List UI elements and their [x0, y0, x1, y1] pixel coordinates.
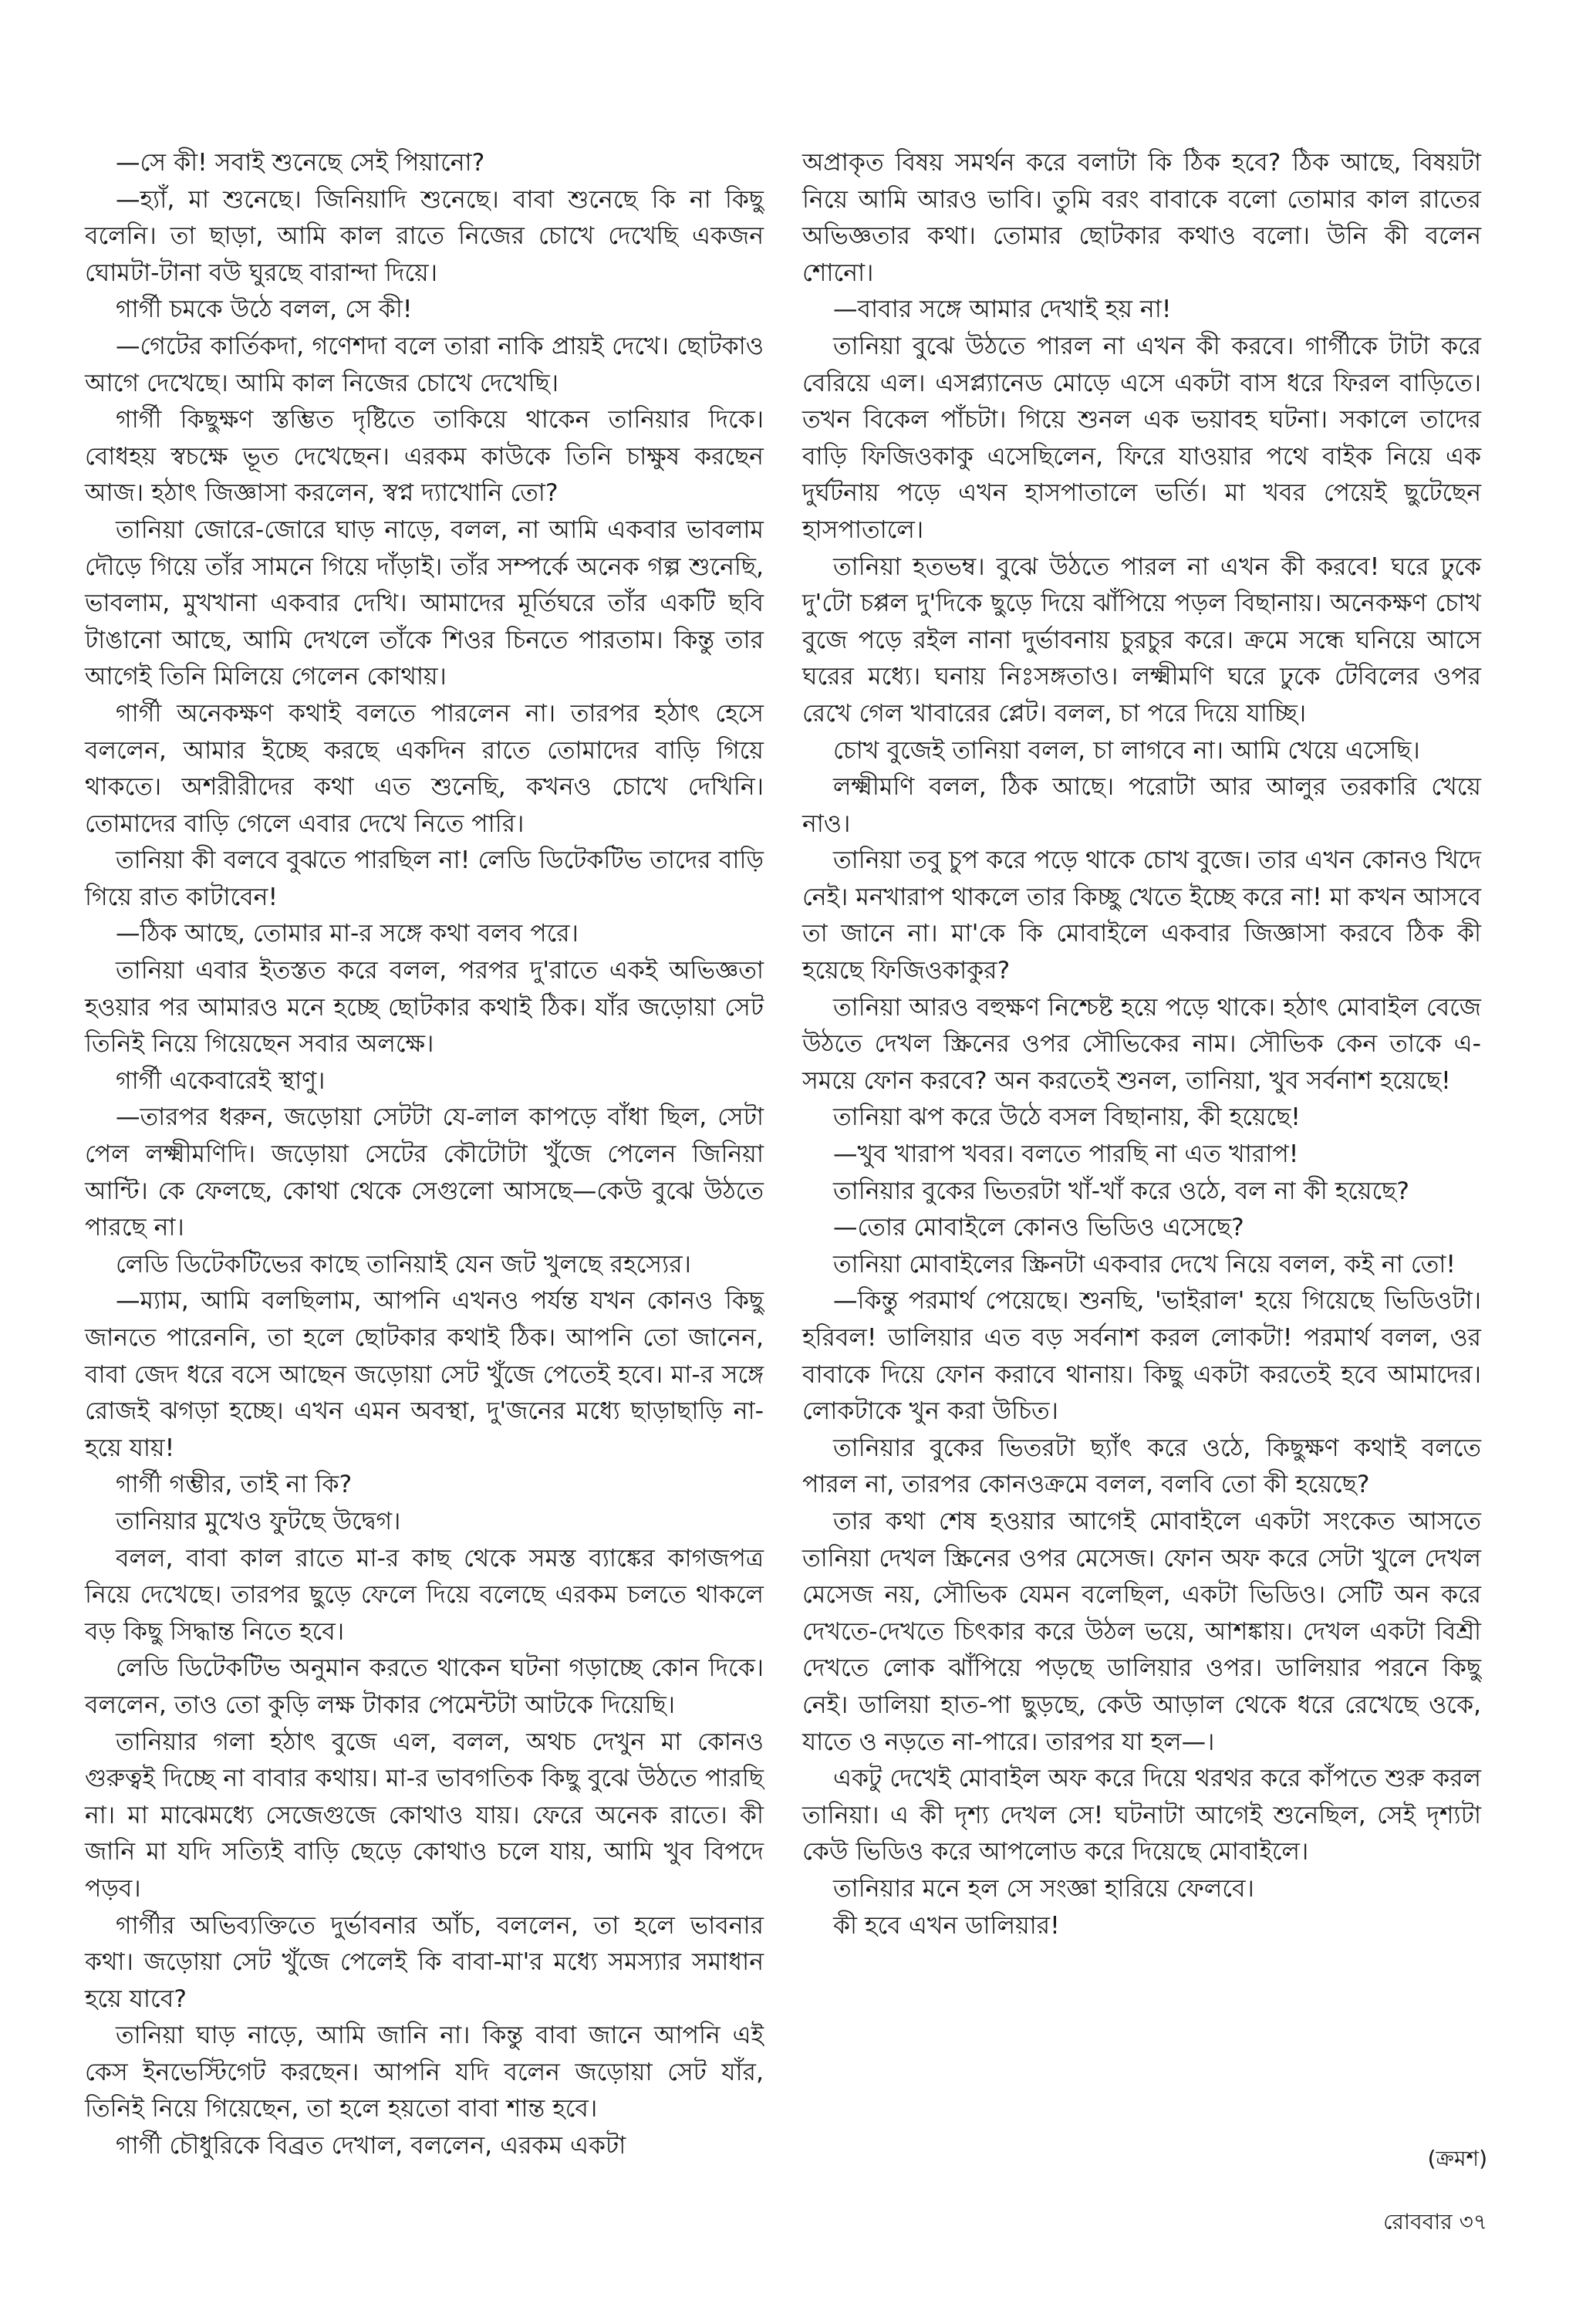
paragraph: তানিয়া ঝপ করে উঠে বসল বিছানায়, কী হয়েছে! — [833, 1103, 1301, 1132]
paragraph: গার্গী চৌধুরিকে বিব্রত দেখাল, বললেন, এরকম একটা — [116, 2132, 626, 2160]
paragraph: —গেটের কার্তিকদা, গণেশদা বলে তারা নাকি প্রায়ই দেখে। ছোটকাও আগে দেখেছে। আমি কাল নিজের চোখে দেখেছি। — [85, 332, 764, 397]
paragraph: বলল, বাবা কাল রাতে মা-র কাছ থেকে সমস্ত ব্যাঙ্কের কাগজপত্র নিয়ে দেখেছে। তারপর ছুড়ে ফেলে দিয়ে বলেছে এরকম চলতে থাকলে বড় কিছু সিদ্ধান্ত নিতে হবে। — [85, 1544, 764, 1646]
paragraph: তানিয়া হতভম্ব। বুঝে উঠতে পারল না এখন কী করবে! ঘরে ঢুকে দু'টো চপ্পল দু'দিকে ছুড়ে দিয়ে ঝাঁপিয়ে পড়ল বিছানায়। অনেকক্ষণ চোখ বুজে পড়ে রইল নানা দুর্ভাবনায় চুরচুর করে। ক্রমে সন্ধে ঘনিয়ে আসে ঘরের মধ্যে। ঘনায় নিঃসঙ্গতাও। লক্ষ্মীমণি ঘরে ঢুকে টেবিলের ওপর রেখে গেল খাবারের প্লেট। বলল, চা পরে দিয়ে যাচ্ছি। — [802, 552, 1481, 728]
to-be-continued-note: (ক্রমশ) — [1427, 2146, 1487, 2171]
paragraph: —তারপর ধরুন, জড়োয়া সেটটা যে-লাল কাপড়ে বাঁধা ছিল, সেটা পেল লক্ষ্মীমণিদি। জড়োয়া সেটের কৌটোটা খুঁজে পেলেন জিনিয়া আন্টি। কে ফেলছে, কোথা থেকে সেগুলো আসছে—কেউ বুঝে উঠতে পারছে না। — [85, 1103, 764, 1242]
paragraph: তানিয়া তবু চুপ করে পড়ে থাকে চোখ বুজে। তার এখন কোনও খিদে নেই। মনখারাপ থাকলে তার কিচ্ছু খেতে ইচ্ছে করে না! মা কখন আসবে তা জানে না। মা'কে কি মোবাইলে একবার জিজ্ঞাসা করবে ঠিক কী হয়েছে ফিজিওকাকুর? — [802, 846, 1481, 985]
paragraph: গার্গী চমকে উঠে বলল, সে কী! — [116, 296, 413, 324]
paragraph: —ঠিক আছে, তোমার মা-র সঙ্গে কথা বলব পরে। — [116, 920, 579, 948]
paragraph: গার্গী একেবারেই স্থাণু। — [116, 1066, 326, 1095]
paragraph: কী হবে এখন ডালিয়ার! — [833, 1911, 1060, 1940]
paragraph: তানিয়া বুঝে উঠতে পারল না এখন কী করবে। গার্গীকে টাটা করে বেরিয়ে এল। এসপ্ল্যানেড মোড়ে এসে একটা বাস ধরে ফিরল বাড়িতে। তখন বিকেল পাঁচটা। গিয়ে শুনল এক ভয়াবহ ঘটনা। সকালে তাদের বাড়ি ফিজিওকাকু এসেছিলেন, ফিরে যাওয়ার পথে বাইক নিয়ে এক দুর্ঘটনায় পড়ে এখন হাসপাতালে ভর্তি। মা খবর পেয়েই ছুটেছেন হাসপাতালে। — [802, 332, 1481, 544]
paragraph: তানিয়া কী বলবে বুঝতে পারছিল না! লেডি ডিটেকটিভ তাদের বাড়ি গিয়ে রাত কাটাবেন! — [85, 846, 764, 911]
paragraph: তানিয়া এবার ইতস্তত করে বলল, পরপর দু'রাতে একই অভিজ্ঞতা হওয়ার পর আমারও মনে হচ্ছে ছোটকার কথাই ঠিক। যাঁর জড়োয়া সেট তিনিই নিয়ে গিয়েছেন সবার অলক্ষে। — [85, 957, 764, 1059]
paragraph: গার্গী কিছুক্ষণ স্তম্ভিত দৃষ্টিতে তাকিয়ে থাকেন তানিয়ার দিকে। বোধহয় স্বচক্ষে ভূত দেখেছেন। এরকম কাউকে তিনি চাক্ষুষ করছেন আজ। হঠাৎ জিজ্ঞাসা করলেন, স্বপ্ন দ্যাখোনি তো? — [85, 406, 764, 508]
paragraph: তানিয়া জোরে-জোরে ঘাড় নাড়ে, বলল, না আমি একবার ভাবলাম দৌড়ে গিয়ে তাঁর সামনে গিয়ে দাঁড়াই। তাঁর সম্পর্কে অনেক গল্প শুনেছি, ভাবলাম, মুখখানা একবার দেখি। আমাদের মূর্তিঘরে তাঁর একটি ছবি টাঙানো আছে, আমি দেখলে তাঁকে শিওর চিনতে পারতাম। কিন্তু তার আগেই তিনি মিলিয়ে গেলেন কোথায়। — [85, 515, 764, 691]
paragraph: —সে কী! সবাই শুনেছে সেই পিয়ানো? — [116, 149, 485, 177]
paragraph: অপ্রাকৃত বিষয় সমর্থন করে বলাটা কি ঠিক হবে? ঠিক আছে, বিষয়টা নিয়ে আমি আরও ভাবি। তুমি বরং বাবাকে বলো তোমার কাল রাতের অভিজ্ঞতার কথা। তোমার ছোটকার কথাও বলো। উনি কী বলেন শোনো। — [802, 149, 1481, 287]
paragraph: তানিয়া মোবাইলের স্ক্রিনটা একবার দেখে নিয়ে বলল, কই না তো! — [833, 1250, 1456, 1279]
paragraph: তানিয়ার বুকের ভিতরটা ছ্যাঁৎ করে ওঠে, কিছুক্ষণ কথাই বলতে পারল না, তারপর কোনওক্রমে বলল, বলবি তো কী হয়েছে? — [802, 1434, 1481, 1499]
paragraph: —তোর মোবাইলে কোনও ভিডিও এসেছে? — [833, 1214, 1244, 1242]
paragraph: তানিয়া ঘাড় নাড়ে, আমি জানি না। কিন্তু বাবা জানে আপনি এই কেস ইনভেস্টিগেট করছেন। আপনি যদি বলেন জড়োয়া সেট যাঁর, তিনিই নিয়ে গিয়েছেন, তা হলে হয়তো বাবা শান্ত হবে। — [85, 2022, 764, 2123]
paragraph: তানিয়ার মুখেও ফুটছে উদ্বেগ। — [116, 1507, 401, 1535]
paragraph: —কিন্তু পরমার্থ পেয়েছে। শুনছি, 'ভাইরাল' হয়ে গিয়েছে ভিডিওটা। হরিবল! ডালিয়ার এত বড় সর্বনাশ করল লোকটা! পরমার্থ বলল, ওর বাবাকে দিয়ে ফোন করাবে থানায়। কিছু একটা করতেই হবে আমাদের। লোকটাকে খুন করা উচিত। — [802, 1287, 1481, 1426]
page-folio: রোববার ৩৭ — [1383, 2209, 1487, 2234]
paragraph: তার কথা শেষ হওয়ার আগেই মোবাইলে একটা সংকেত আসতে তানিয়া দেখল স্ক্রিনের ওপর মেসেজ। ফোন অফ করে সেটা খুলে দেখল মেসেজ নয়, সৌভিক যেমন বলেছিল, একটা ভিডিও। সেটি অন করে দেখতে-দেখতে চিৎকার করে উঠল ভয়ে, আশঙ্কায়। দেখল একটা বিশ্রী দেখতে লোক ঝাঁপিয়ে পড়ছে ডালিয়ার ওপর। ডালিয়ার পরনে কিছু নেই। ডালিয়া হাত-পা ছুড়ছে, কেউ আড়াল থেকে ধরে রেখেছে ওকে, যাতে ও নড়তে না-পারে। তারপর যা হল—। — [802, 1507, 1481, 1756]
paragraph: তানিয়ার মনে হল সে সংজ্ঞা হারিয়ে ফেলবে। — [833, 1874, 1254, 1903]
paragraph: লেডি ডিটেকটিভের কাছে তানিয়াই যেন জট খুলছে রহস্যের। — [116, 1250, 691, 1279]
paragraph: একটু দেখেই মোবাইল অফ করে দিয়ে থরথর করে কাঁপতে শুরু করল তানিয়া। এ কী দৃশ্য দেখল সে! ঘটনাটা আগেই শুনেছিল, সেই দৃশ্যটা কেউ ভিডিও করে আপলোড করে দিয়েছে মোবাইলে। — [802, 1765, 1481, 1866]
paragraph: গার্গী গম্ভীর, তাই না কি? — [116, 1471, 353, 1499]
paragraph: —খুব খারাপ খবর। বলতে পারছি না এত খারাপ! — [833, 1140, 1299, 1169]
paragraph: —বাবার সঙ্গে আমার দেখাই হয় না! — [833, 296, 1172, 324]
paragraph: —ম্যাম, আমি বলছিলাম, আপনি এখনও পর্যন্ত যখন কোনও কিছু জানতে পারেননি, তা হলে ছোটকার কথাই ঠিক। আপনি তো জানেন, বাবা জেদ ধরে বসে আছেন জড়োয়া সেট খুঁজে পেতেই হবে। মা-র সঙ্গে রোজই ঝগড়া হচ্ছে। এখন এমন অবস্থা, দু'জনের মধ্যে ছাড়াছাড়ি না-হয়ে যায়! — [85, 1287, 764, 1462]
paragraph: লক্ষ্মীমণি বলল, ঠিক আছে। পরোটা আর আলুর তরকারি খেয়ে নাও। — [802, 773, 1481, 838]
paragraph: চোখ বুজেই তানিয়া বলল, চা লাগবে না। আমি খেয়ে এসেছি। — [833, 736, 1420, 765]
paragraph: —হ্যাঁ, মা শুনেছে। জিনিয়াদি শুনেছে। বাবা শুনেছে কি না কিছু বলেনি। তা ছাড়া, আমি কাল রাতে নিজের চোখে দেখেছি একজন ঘোমটা-টানা বউ ঘুরছে বারান্দা দিয়ে। — [85, 185, 764, 287]
paragraph: গার্গীর অভিব্যক্তিতে দুর্ভাবনার আঁচ, বললেন, তা হলে ভাবনার কথা। জড়োয়া সেট খুঁজে পেলেই কি বাবা-মা'র মধ্যে সমস্যার সমাধান হয়ে যাবে? — [85, 1911, 764, 2013]
paragraph: তানিয়া আরও বহুক্ষণ নিশ্চেষ্ট হয়ে পড়ে থাকে। হঠাৎ মোবাইল বেজে উঠতে দেখল স্ক্রিনের ওপর সৌভিকের নাম। সৌভিক কেন তাকে এ-সময়ে ফোন করবে? অন করতেই শুনল, তানিয়া, খুব সর্বনাশ হয়েছে! — [802, 993, 1481, 1095]
paragraph: গার্গী অনেকক্ষণ কথাই বলতে পারলেন না। তারপর হঠাৎ হেসে বললেন, আমার ইচ্ছে করছে একদিন রাতে তোমাদের বাড়ি গিয়ে থাকতে। অশরীরীদের কথা এত শুনেছি, কখনও চোখে দেখিনি। তোমাদের বাড়ি গেলে এবার দেখে নিতে পারি। — [85, 699, 764, 838]
paragraph: তানিয়ার বুকের ভিতরটা খাঁ-খাঁ করে ওঠে, বল না কী হয়েছে? — [833, 1177, 1409, 1205]
left-column — [85, 145, 764, 2165]
right-column — [802, 145, 1481, 1944]
paragraph: তানিয়ার গলা হঠাৎ বুজে এল, বলল, অথচ দেখুন মা কোনও গুরুত্বই দিচ্ছে না বাবার কথায়। মা-র ভাবগতিক কিছু বুঝে উঠতে পারছি না। মা মাঝেমধ্যে সেজেগুজে কোথাও যায়। ফেরে অনেক রাতে। কী জানি মা যদি সত্যিই বাড়ি ছেড়ে কোথাও চলে যায়, আমি খুব বিপদে পড়ব। — [85, 1728, 764, 1903]
paragraph: লেডি ডিটেকটিভ অনুমান করতে থাকেন ঘটনা গড়াচ্ছে কোন দিকে। বললেন, তাও তো কুড়ি লক্ষ টাকার পেমেন্টটা আটকে দিয়েছি। — [85, 1654, 764, 1719]
